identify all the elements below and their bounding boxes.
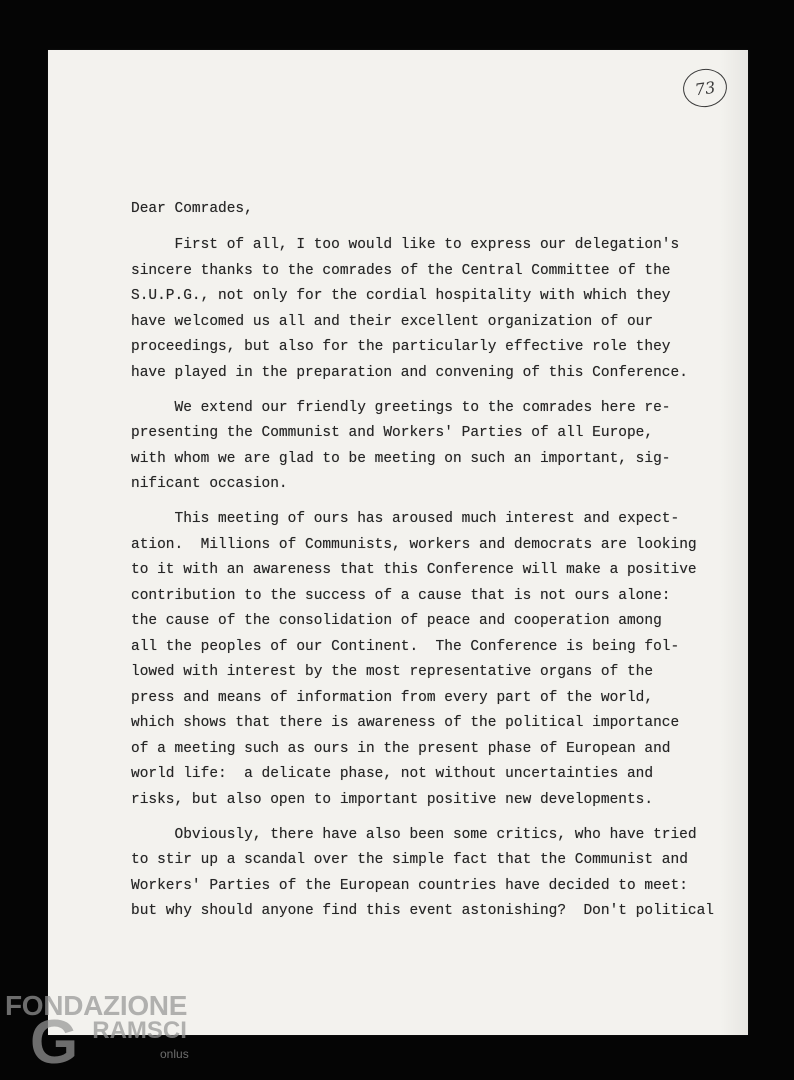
text-line: contribution to the success of a cause that is not ours alone: bbox=[131, 587, 671, 604]
paragraph-3 bbox=[131, 507, 731, 813]
text-line: world life: a delicate phase, not without uncertainties and bbox=[131, 766, 654, 782]
watermark-onlus: onlus bbox=[160, 1047, 189, 1061]
letter-body bbox=[131, 197, 731, 934]
text-line: This meeting of ours has aroused much interest and expect- bbox=[174, 511, 680, 527]
greeting: Dear Comrades, bbox=[131, 201, 253, 217]
text-line: of a meeting such as ours in the present phase of European and bbox=[131, 740, 671, 757]
watermark-gramsci-logo: GRAMSCI bbox=[30, 1008, 187, 1077]
paragraph-2 bbox=[131, 396, 731, 498]
text-line: S.U.P.G., not only for the cordial hospitality with which they bbox=[131, 288, 671, 304]
paragraph-4 bbox=[131, 823, 731, 925]
text-line: the cause of the consolidation of peace and cooperation among bbox=[131, 613, 662, 629]
text-line: nificant occasion. bbox=[131, 476, 288, 492]
text-line: Obviously, there have also been some critics, who have tried bbox=[174, 826, 697, 843]
text-line: risks, but also open to important positive new developments. bbox=[131, 791, 654, 808]
text-line: to stir up a scandal over the simple fact that the Communist and bbox=[131, 852, 688, 868]
text-line: press and means of information from every part of the world, bbox=[131, 689, 654, 706]
text-line: all the peoples of our Continent. The Conference is being fol- bbox=[131, 638, 680, 655]
text-line: have played in the preparation and convening of this Conference. bbox=[131, 364, 688, 381]
text-line: presenting the Communist and Workers' Parties of all Europe, bbox=[131, 425, 654, 441]
text-line: lowed with interest by the most representative organs of the bbox=[131, 664, 654, 680]
text-line: Workers' Parties of the European countries have decided to meet: bbox=[131, 877, 688, 894]
text-line: sincere thanks to the comrades of the Central Committee of the bbox=[131, 262, 671, 279]
watermark-fondazione: FONDAZIONE bbox=[5, 990, 188, 1021]
text-line: We extend our friendly greetings to the comrades here re- bbox=[174, 399, 671, 416]
paragraph-1 bbox=[131, 233, 731, 386]
text-line: First of all, I too would like to express our delegation's bbox=[174, 237, 680, 253]
page-number: 73 bbox=[693, 77, 717, 99]
text-line: ation. Millions of Communists, workers and democrats are looking bbox=[131, 536, 697, 553]
text-line: but why should anyone find this event astonishing? Don't political bbox=[131, 903, 714, 919]
text-line: proceedings, but also for the particularly effective role they bbox=[131, 339, 671, 355]
text-line: with whom we are glad to be meeting on such an important, sig- bbox=[131, 450, 671, 467]
text-line: to it with an awareness that this Conference will make a positive bbox=[131, 562, 697, 578]
text-line: have welcomed us all and their excellent organization of our bbox=[131, 313, 654, 330]
text-line: which shows that there is awareness of the political importance bbox=[131, 715, 680, 731]
